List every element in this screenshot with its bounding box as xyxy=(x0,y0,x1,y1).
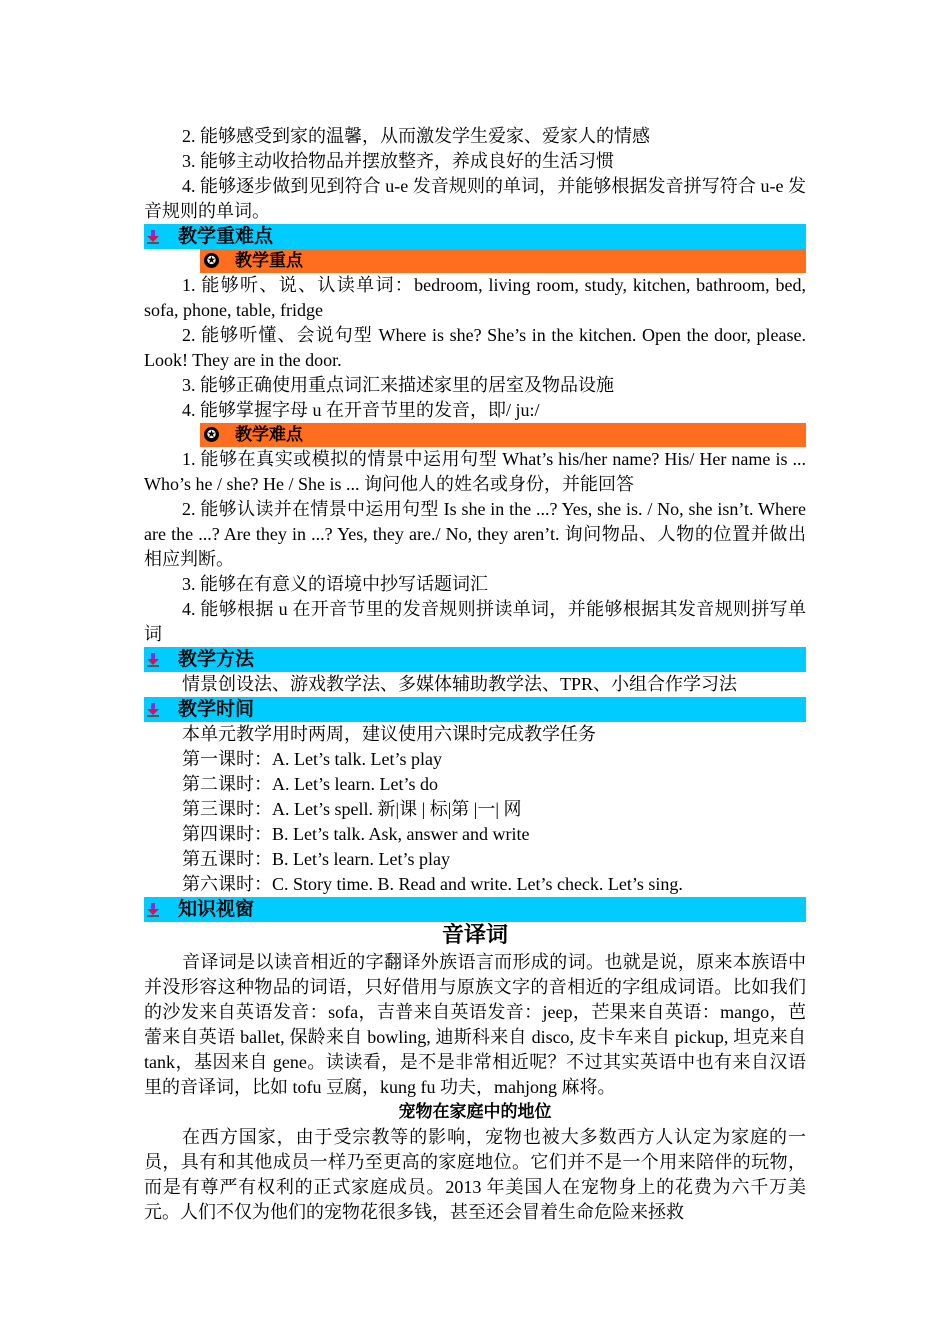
download-arrow-icon xyxy=(147,903,159,917)
hard-point-item: 4. 能够根据 u 在开音节里的发音规则拼读单词，并能够根据其发音规则拼写单词 xyxy=(144,599,806,644)
time-line: 第三课时：A. Let’s spell. 新|课 | 标|第 |一| 网 xyxy=(182,799,522,819)
goal-item: 4. 能够逐步做到见到符合 u-e 发音规则的单词，并能够根据发音拼写符合 u-e 发音规则的单词。 xyxy=(144,176,806,221)
article-paragraph: 在西方国家，由于受宗教等的影响，宠物也被大多数西方人认定为家庭的一员，具有和其他成员一样乃至更高的家庭地位。它们并不是一个用来陪伴的玩物，而是有尊严有权利的正式家庭成员。2013 年美国人在宠物身上的花费为六千万美元。人们不仅为他们的宠物花很多钱，甚至还会冒着生命危险来拯救 xyxy=(144,1127,806,1222)
subheading-hard-points xyxy=(200,423,806,447)
star-badge-icon: ✪ xyxy=(204,253,219,268)
hard-point-item: 2. 能够认读并在情景中运用句型 Is she in the ...? Yes, she is. / No, she isn’t. Where are the ...? Are they in ...? Yes, they are./ No, they aren’t. 询问物品、人物的位置并做出相应判断。 xyxy=(144,499,806,569)
key-point-item: 1. 能够听、说、认读单词：bedroom, living room, study, kitchen, bathroom, bed, sofa, phone, table, fridge xyxy=(144,275,806,320)
article-paragraph: 音译词是以读音相近的字翻译外族语言而形成的词。也就是说，原来本族语中并没形容这种物品的词语，只好借用与原族文字的音相近的字组成词语。比如我们的沙发来自英语发音：sofa，吉普来自英语发音：jeep，芒果来自英语：mango，芭蕾来自英语 ballet, 保龄来自 bowling, 迪斯科来自 disco, 皮卡车来自 pickup, 坦克来自 tank，基因来自 gene。读读看，是不是非常相近呢？不过其实英语中也有来自汉语里的音译词，比如 tofu 豆腐，kung fu 功夫，mahjong 麻将。 xyxy=(144,952,806,1097)
document-page xyxy=(144,124,806,1225)
hard-point-item: 3. 能够在有意义的语境中抄写话题词汇 xyxy=(182,574,488,594)
download-arrow-icon xyxy=(147,230,159,244)
time-line: 第四课时：B. Let’s talk. Ask, answer and write xyxy=(182,824,530,844)
time-line: 第二课时：A. Let’s learn. Let’s do xyxy=(182,774,438,794)
section-heading-knowledge xyxy=(144,897,806,922)
subheading-key-points xyxy=(200,249,806,273)
section-heading-time xyxy=(144,697,806,722)
section-heading-label: 教学方法 xyxy=(178,648,255,670)
star-badge-icon: ✪ xyxy=(204,427,219,442)
section-heading-difficulties xyxy=(144,224,806,249)
download-arrow-icon xyxy=(147,703,159,717)
subheading-label: 教学难点 xyxy=(235,425,303,445)
section-heading-label: 教学重难点 xyxy=(178,225,274,247)
article-title: 音译词 xyxy=(441,923,508,948)
time-line: 第五课时：B. Let’s learn. Let’s play xyxy=(182,849,450,869)
subheading-label: 教学重点 xyxy=(235,251,303,271)
section-heading-label: 知识视窗 xyxy=(178,898,255,920)
time-line: 第六课时：C. Story time. B. Read and write. Let’s check. Let’s sing. xyxy=(182,874,683,894)
key-point-item: 3. 能够正确使用重点词汇来描述家里的居室及物品设施 xyxy=(182,375,614,395)
key-point-item: 4. 能够掌握字母 u 在开音节里的发音，即/ ju:/ xyxy=(182,400,540,420)
download-arrow-icon xyxy=(147,653,159,667)
section-heading-methods xyxy=(144,647,806,672)
methods-text: 情景创设法、游戏教学法、多媒体辅助教学法、TPR、小组合作学习法 xyxy=(182,674,738,694)
time-line: 第一课时：A. Let’s talk. Let’s play xyxy=(182,749,442,769)
goal-item: 3. 能够主动收拾物品并摆放整齐，养成良好的生活习惯 xyxy=(182,151,614,171)
section-heading-label: 教学时间 xyxy=(178,698,255,720)
article-subtitle: 宠物在家庭中的地位 xyxy=(398,1102,552,1122)
key-point-item: 2. 能够听懂、会说句型 Where is she? She’s in the kitchen. Open the door, please. Look! They are in the door. xyxy=(144,325,806,370)
time-line: 本单元教学用时两周，建议使用六课时完成教学任务 xyxy=(182,724,596,744)
goal-item: 2. 能够感受到家的温馨，从而激发学生爱家、爱家人的情感 xyxy=(182,126,650,146)
hard-point-item: 1. 能够在真实或模拟的情景中运用句型 What’s his/her name? His/ Her name is ... Who’s he / she? He / She is ... 询问他人的姓名或身份，并能回答 xyxy=(144,449,806,494)
